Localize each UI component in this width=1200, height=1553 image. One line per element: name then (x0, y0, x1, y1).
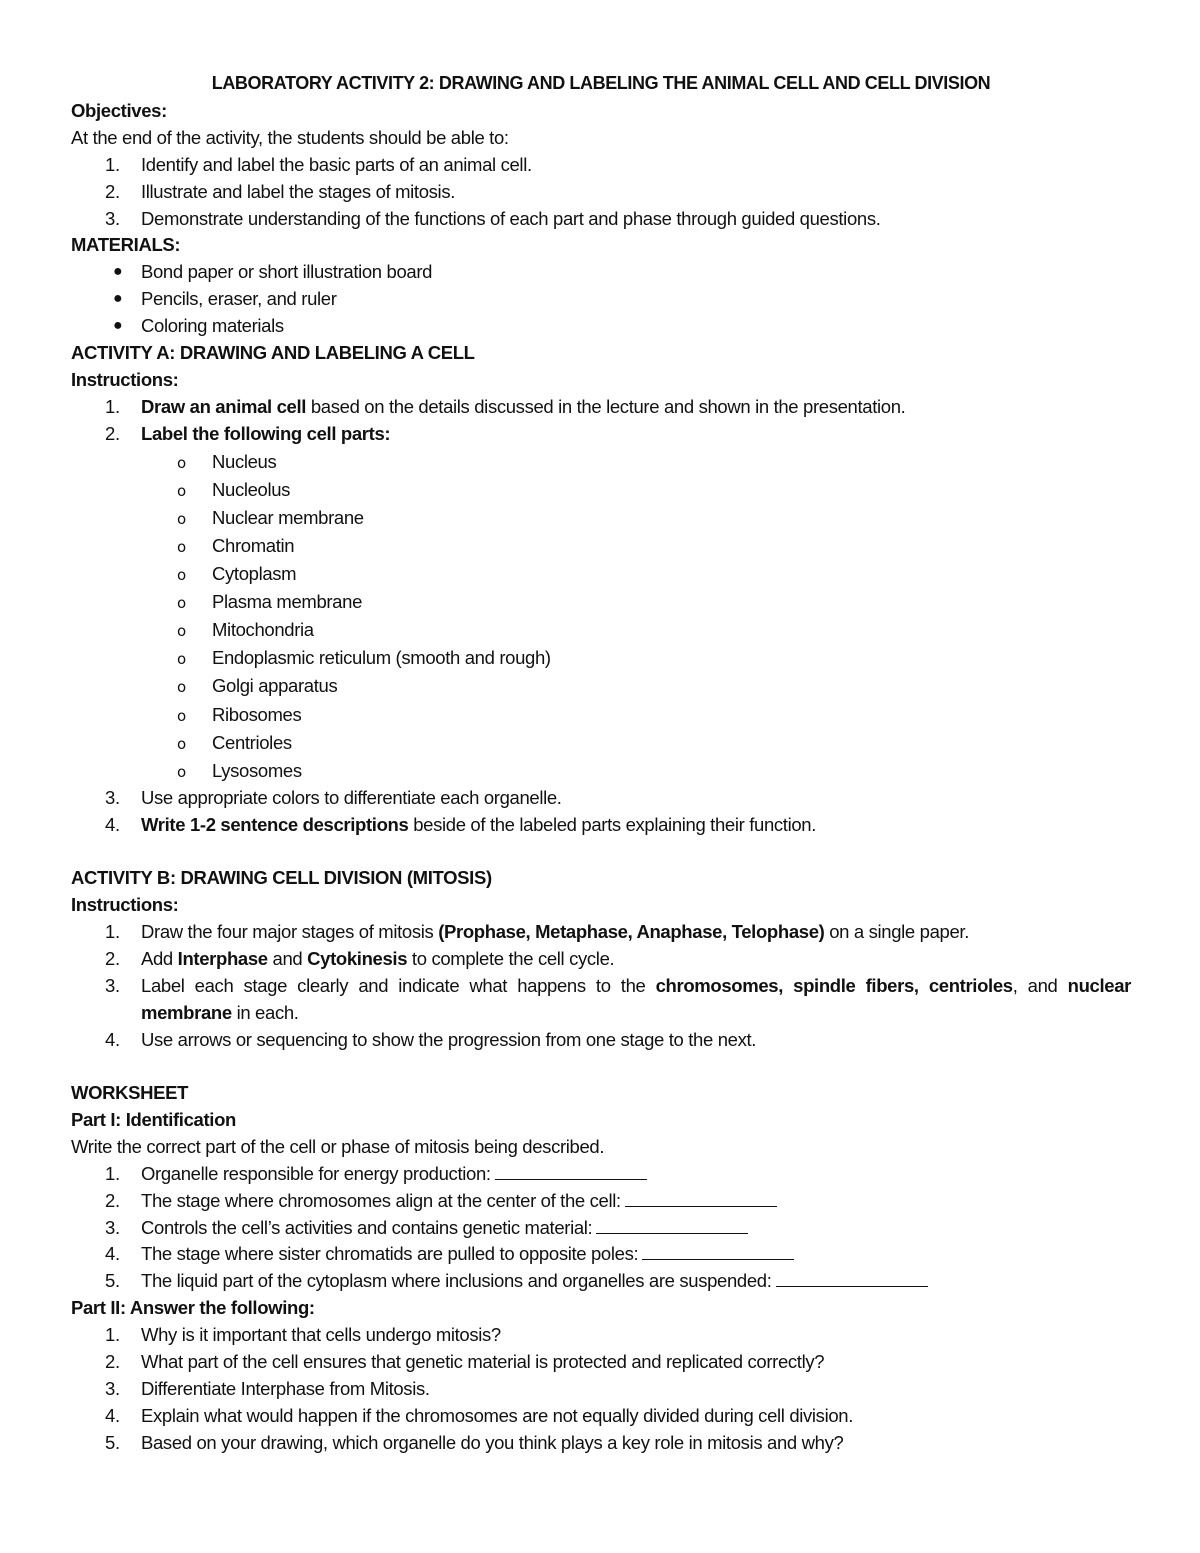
material-item: ● Bond paper or short illustration board (71, 259, 1131, 286)
activity-a-step: 1. Draw an animal cell based on the details discussed in the lecture and shown in the presentation. (105, 395, 906, 417)
item-number: 1. (105, 153, 120, 175)
activity-b-step: 1. Draw the four major stages of mitosis (Prophase, Metaphase, Anaphase, Telophase) on a single paper. (105, 920, 970, 942)
activity-b-instructions-heading: Instructions: (71, 894, 179, 916)
cell-part-item: o Chromatin (71, 532, 1131, 560)
document-title: LABORATORY ACTIVITY 2: DRAWING AND LABELING THE ANIMAL CELL AND CELL DIVISION (211, 73, 991, 93)
question-item: 5. Based on your drawing, which organelle do you think plays a key role in mitosis and why? (105, 1431, 844, 1453)
identification-item: 4. The stage where sister chromatids are pulled to opposite poles: (71, 1241, 1131, 1268)
objective-item: 2. Illustrate and label the stages of mitosis. (71, 179, 1131, 206)
part1-heading: Part I: Identification (71, 1108, 236, 1130)
activity-a-instructions-heading: Instructions: (71, 368, 179, 390)
item-number: 2. (105, 180, 120, 202)
cell-part-item: o Nucleolus (71, 476, 1131, 504)
question-item: 2. What part of the cell ensures that genetic material is protected and replicated correctly? (105, 1351, 825, 1373)
circle-bullet-icon: o (177, 650, 186, 669)
cell-part-item: o Nuclear membrane (71, 504, 1131, 532)
objective-item: 3. Demonstrate understanding of the functions of each part and phase through guided questions. (71, 206, 1131, 233)
circle-bullet-icon: o (177, 509, 186, 528)
circle-bullet-icon: o (177, 453, 186, 472)
activity-b-heading: ACTIVITY B: DRAWING CELL DIVISION (MITOSIS) (71, 867, 492, 889)
circle-bullet-icon: o (177, 706, 186, 725)
part2-heading: Part II: Answer the following: (71, 1297, 315, 1319)
activity-b-step: 2. Add Interphase and Cytokinesis to complete the cell cycle. (105, 947, 615, 969)
circle-bullet-icon: o (177, 678, 186, 697)
circle-bullet-icon: o (177, 734, 186, 753)
part1-intro: Write the correct part of the cell or phase of mitosis being described. (71, 1135, 605, 1157)
cell-part-item: o Endoplasmic reticulum (smooth and rough) (71, 644, 1131, 672)
activity-b-step: 3. Label each stage clearly and indicate what happens to the chromosomes, spindle fibers, centrioles, and nuclear membrane in each. (105, 974, 1131, 1023)
question-item: 1. Why is it important that cells undergo mitosis? (105, 1324, 501, 1346)
objective-item: 1. Identify and label the basic parts of an animal cell. (71, 152, 1131, 179)
circle-bullet-icon: o (177, 566, 186, 585)
identification-item: 2. The stage where chromosomes align at the center of the cell: (71, 1188, 1131, 1215)
circle-bullet-icon: o (177, 622, 186, 641)
materials-heading: MATERIALS: (71, 234, 181, 256)
answer-blank[interactable] (596, 1215, 748, 1234)
cell-part-item: o Golgi apparatus (71, 672, 1131, 700)
identification-item: 3. Controls the cell’s activities and contains genetic material: (71, 1215, 1131, 1242)
activity-a-step: 2. Label the following cell parts: (105, 422, 391, 444)
answer-blank[interactable] (776, 1268, 928, 1287)
material-item: ● Pencils, eraser, and ruler (71, 286, 1131, 313)
document-page (71, 70, 1131, 1457)
bullet-icon: ● (113, 290, 123, 308)
circle-bullet-icon: o (177, 481, 186, 500)
question-item: 4. Explain what would happen if the chromosomes are not equally divided during cell division. (105, 1404, 854, 1426)
identification-item: 1. Organelle responsible for energy production: (71, 1161, 1131, 1188)
circle-bullet-icon: o (177, 537, 186, 556)
cell-part-item: o Mitochondria (71, 616, 1131, 644)
activity-b-step: 4. Use arrows or sequencing to show the progression from one stage to the next. (105, 1028, 757, 1050)
cell-part-item: o Lysosomes (71, 757, 1131, 785)
answer-blank[interactable] (625, 1188, 777, 1207)
activity-a-heading: ACTIVITY A: DRAWING AND LABELING A CELL (71, 342, 475, 364)
cell-part-item: o Nucleus (71, 448, 1131, 476)
circle-bullet-icon: o (177, 762, 186, 781)
circle-bullet-icon: o (177, 594, 186, 613)
cell-part-item: o Cytoplasm (71, 560, 1131, 588)
objectives-heading: Objectives: (71, 99, 167, 121)
identification-item: 5. The liquid part of the cytoplasm where inclusions and organelles are suspended: (71, 1268, 1131, 1295)
cell-part-item: o Plasma membrane (71, 588, 1131, 616)
activity-a-step: 3. Use appropriate colors to differentiate each organelle. (105, 786, 562, 808)
cell-part-item: o Centrioles (71, 729, 1131, 757)
bullet-icon: ● (113, 263, 123, 281)
bullet-icon: ● (113, 317, 123, 335)
objectives-intro: At the end of the activity, the students should be able to: (71, 126, 509, 148)
activity-a-step: 4. Write 1-2 sentence descriptions beside of the labeled parts explaining their function. (105, 813, 816, 835)
question-item: 3. Differentiate Interphase from Mitosis. (105, 1377, 430, 1399)
worksheet-heading: WORKSHEET (71, 1081, 189, 1103)
answer-blank[interactable] (642, 1241, 794, 1260)
answer-blank[interactable] (495, 1161, 647, 1180)
cell-part-item: o Ribosomes (71, 701, 1131, 729)
item-number: 3. (105, 207, 120, 229)
material-item: ● Coloring materials (71, 313, 1131, 340)
